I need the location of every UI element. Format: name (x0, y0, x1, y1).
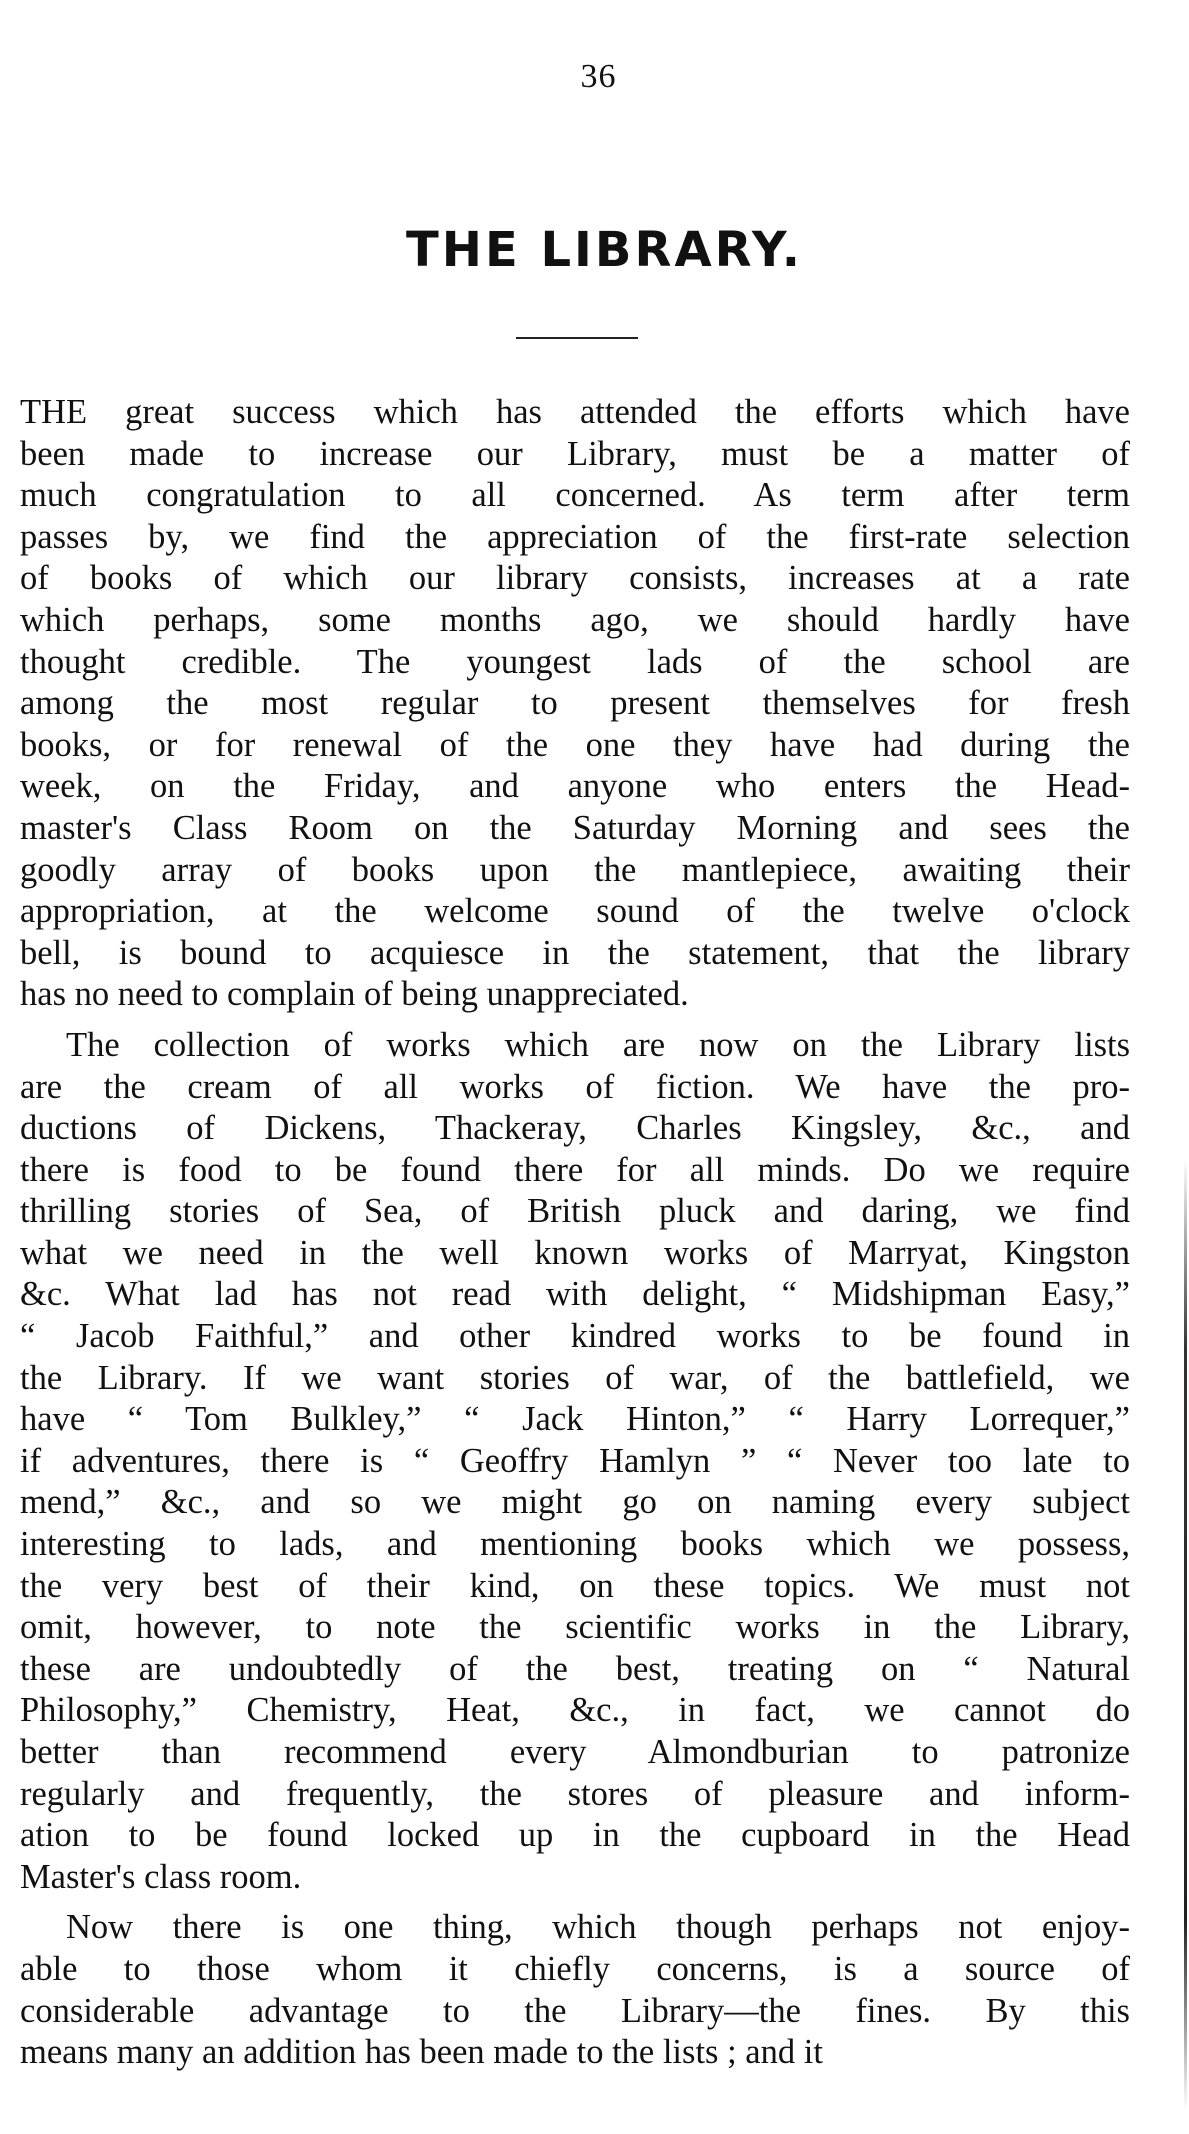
text-line: which perhaps, some months ago, we should hardly have (20, 600, 1130, 639)
text-line: ductions of Dickens, Thackeray, Charles Kingsley, &c., and (20, 1109, 1130, 1148)
paragraph (20, 392, 1130, 1016)
text-line: omit, however, to note the scientific works in the Library, (20, 1608, 1130, 1647)
scan-edge-shadow (1184, 1160, 1187, 2110)
text-line: what we need in the well known works of Marryat, Kingston (20, 1233, 1130, 1272)
text-line: interesting to lads, and mentioning books which we possess, (20, 1525, 1130, 1564)
text-line: if adventures, there is “ Geoffry Hamlyn ” “ Never too late to (20, 1441, 1130, 1480)
text-line: books, or for renewal of the one they have had during the (20, 725, 1130, 764)
text-line: &c. What lad has not read with delight, “ Midshipman Easy,” (20, 1275, 1130, 1314)
text-line: thrilling stories of Sea, of British pluck and daring, we find (20, 1192, 1130, 1231)
text-line: these are undoubtedly of the best, treating on “ Natural (20, 1649, 1130, 1688)
text-line: has no need to complain of being unappreciated. (20, 975, 689, 1014)
text-line: been made to increase our Library, must be a matter of (20, 434, 1130, 473)
paragraph (20, 1025, 1130, 1898)
article-body (20, 392, 1130, 2083)
text-line: among the most regular to present themselves for fresh (20, 684, 1130, 723)
text-line: week, on the Friday, and anyone who enters the Head- (20, 767, 1130, 806)
text-line: much congratulation to all concerned. As term after term (20, 476, 1130, 515)
text-line: ation to be found locked up in the cupboard in the Head (20, 1816, 1130, 1855)
text-line: have “ Tom Bulkley,” “ Jack Hinton,” “ Harry Lorrequer,” (20, 1400, 1130, 1439)
text-line: better than recommend every Almondburian to patronize (20, 1733, 1130, 1771)
title-divider (516, 337, 638, 339)
text-line: Philosophy,” Chemistry, Heat, &c., in fact, we cannot do (20, 1691, 1130, 1730)
text-line: Now there is one thing, which though perhaps not enjoy- (66, 1908, 1130, 1947)
text-line: goodly array of books upon the mantlepiece, awaiting their (20, 850, 1130, 889)
text-line: passes by, we find the appreciation of the first-rate selection (20, 517, 1130, 556)
text-line: regularly and frequently, the stores of pleasure and inform- (20, 1774, 1130, 1813)
page-number: 36 (580, 58, 617, 95)
text-line: The collection of works which are now on the Library lists (66, 1025, 1130, 1064)
text-line: the Library. If we want stories of war, of the battlefield, we (20, 1358, 1130, 1397)
page-title: THE LIBRARY. (406, 222, 803, 278)
text-line: considerable advantage to the Library—the fines. By this (20, 1991, 1130, 2030)
text-line: the very best of their kind, on these topics. We must not (20, 1566, 1130, 1605)
text-line: able to those whom it chiefly concerns, is a source of (20, 1949, 1130, 1988)
text-line: there is food to be found there for all minds. Do we require (20, 1150, 1130, 1189)
text-line: THE great success which has attended the efforts which have (20, 393, 1130, 431)
text-line: means many an addition has been made to the lists ; and it (20, 2033, 823, 2072)
text-line: master's Class Room on the Saturday Morning and sees the (20, 808, 1130, 847)
text-line: “ Jacob Faithful,” and other kindred works to be found in (20, 1317, 1130, 1356)
text-line: thought credible. The youngest lads of the school are (20, 642, 1130, 681)
text-line: appropriation, at the welcome sound of the twelve o'clock (20, 892, 1130, 931)
text-line: mend,” &c., and so we might go on naming every subject (20, 1483, 1130, 1522)
text-line: are the cream of all works of fiction. We have the pro- (20, 1067, 1130, 1106)
paragraph (20, 1907, 1130, 2073)
text-line: bell, is bound to acquiesce in the statement, that the library (20, 933, 1130, 972)
text-line: Master's class room. (20, 1857, 302, 1896)
text-line: of books of which our library consists, increases at a rate (20, 559, 1130, 598)
